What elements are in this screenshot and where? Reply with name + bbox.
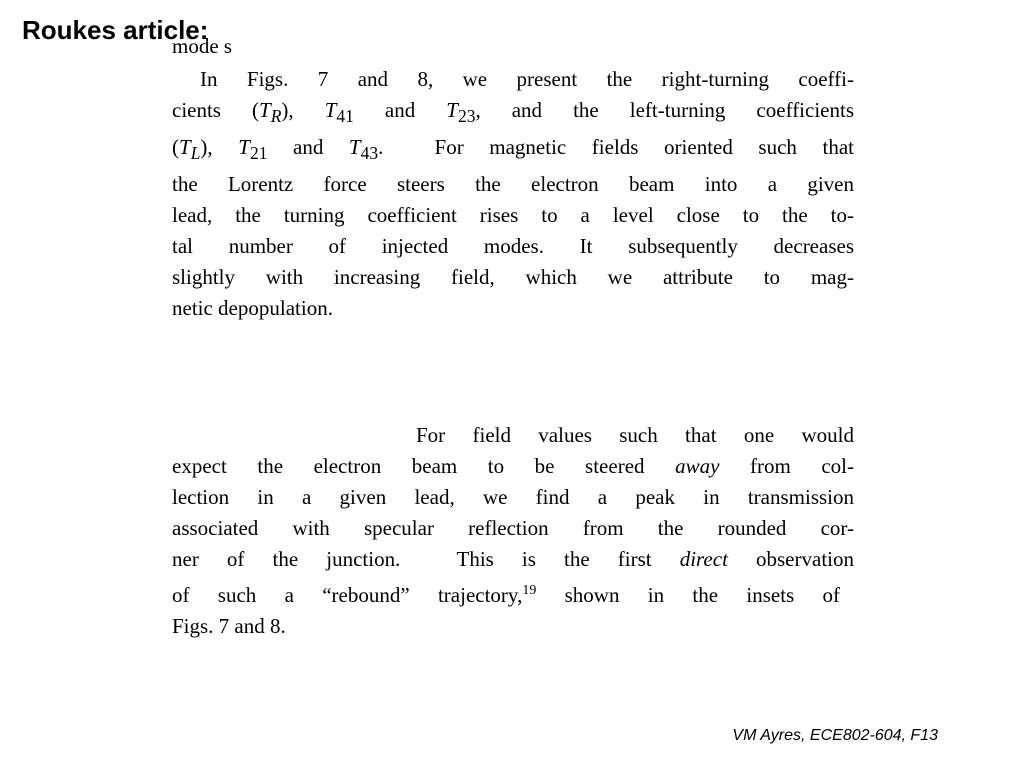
excerpt-line: expect the electron beam to be steered away from col-	[172, 454, 854, 478]
excerpt-line: lection in a given lead, we find a peak in transmission	[172, 485, 854, 509]
slide-footer: VM Ayres, ECE802-604, F13	[732, 727, 938, 744]
article-excerpt-bottom	[172, 420, 854, 642]
cropped-text-fragment: mode s	[172, 34, 233, 58]
article-excerpt-top	[172, 64, 854, 324]
excerpt-line: lead, the turning coefficient rises to a level close to the to-	[172, 203, 854, 228]
excerpt-line: slightly with increasing field, which we attribute to mag-	[172, 265, 854, 290]
excerpt-line: associated with specular reflection from the rounded cor-	[172, 516, 854, 540]
excerpt-line: For field values such that one would	[416, 423, 854, 447]
slide-title: Roukes article:	[22, 15, 209, 45]
excerpt-line: of such a “rebound” trajectory,$^{19}$ shown in the insets of	[172, 583, 841, 607]
excerpt-line: netic depopulation.	[172, 296, 333, 321]
excerpt-line: $(T_L)$, $T_{21}$ and $T_{43}$. For magnetic fields oriented such that	[172, 135, 854, 164]
excerpt-line: In Figs. 7 and 8, we present the right-turning coeffi-	[200, 67, 854, 91]
excerpt-line: the Lorentz force steers the electron beam into a given	[172, 172, 854, 197]
excerpt-line: cients $(T_R)$, $T_{41}$ and $T_{23}$, and the left-turning coefficients	[172, 98, 855, 127]
excerpt-line: ner of the junction. This is the first direct observation	[172, 547, 854, 571]
excerpt-line: Figs. 7 and 8.	[172, 614, 286, 638]
excerpt-line: tal number of injected modes. It subsequently decreases	[172, 234, 854, 259]
